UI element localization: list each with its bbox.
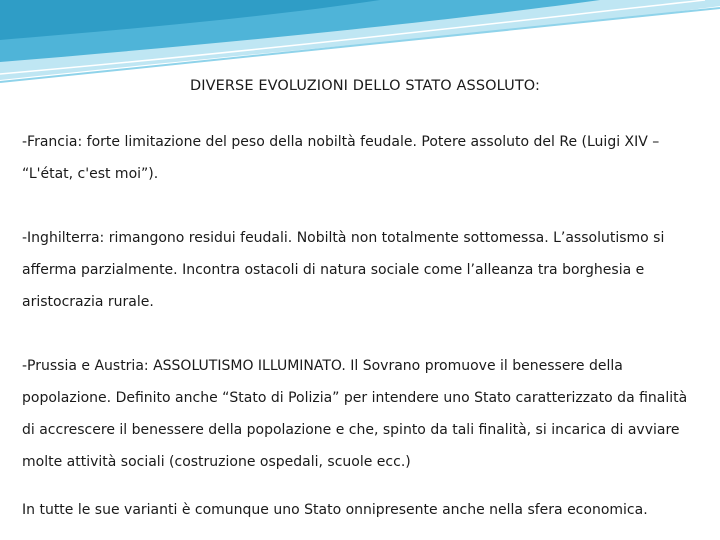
paragraph-text: : forte limitazione del peso della nobiltà feudale. Potere assoluto del Re (Luigi XIV – “L'état, c'est moi”). <box>22 134 660 182</box>
paragraph-francia <box>22 126 702 190</box>
slide-title: DIVERSE EVOLUZIONI DELLO STATO ASSOLUTO: <box>189 78 541 94</box>
paragraph-conclusion <box>22 494 702 526</box>
paragraph-lead: -Francia <box>22 134 78 150</box>
paragraph-inghilterra <box>22 222 702 318</box>
paragraph-prussia-austria <box>22 350 702 478</box>
header-wave-decoration <box>0 0 720 90</box>
paragraph-lead: -Prussia e Austria <box>22 358 144 374</box>
paragraph-text: In tutte le sue varianti è comunque uno Stato onnipresente anche nella sfera economica. <box>22 502 648 518</box>
paragraph-text: : ASSOLUTISMO ILLUMINATO. Il Sovrano promuove il benessere della popolazione. Definito anche “Stato di Polizia” per intendere uno Stato caratterizzato da finalità di accrescere il benessere della popolazione e che, spinto da tali finalità, si incarica di avviare molte attività sociali (costruzione ospedali, scuole ecc.) <box>22 358 688 470</box>
paragraph-text: : rimangono residui feudali. Nobiltà non totalmente sottomessa. L’assolutismo si afferma parzialmente. Incontra ostacoli di natura sociale come l’alleanza tra borghesia e aristocrazia rurale. <box>22 230 665 310</box>
paragraph-lead: -Inghilterra <box>22 230 100 246</box>
